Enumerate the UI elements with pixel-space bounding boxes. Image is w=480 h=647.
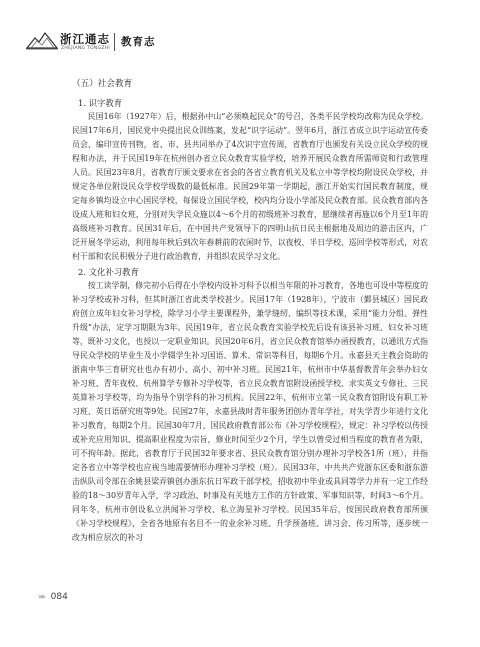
header-divider [114,33,115,51]
subsection-heading-remedial: 2. 文化补习教育 [78,266,139,277]
double-chevron-icon: »» [38,592,44,601]
page-header [0,0,480,58]
body-paragraph: 民国16年（1927年）后，根据孙中山“必须唤起民众”的号召，各类平民学校均改称为民众学校。民国17年6月，国民党中央提出民众训练案，发起“识字运动”。翌年6月，浙江省成立识字运动宣传委员会，编印宣传刊物，省、市、县共同举办了4次识字宣传周，省教育厅也颁发有关设立民众学校的规程和办法，并于民国19年在杭州创办省立民众教育实验学校，培养开展民众教育所需师资和行政管理人员。民国23年8月，省教育厅颁文要求在省会的各省立教育机关及私立中等学校均附设民众学校，并规定各单位附设民众学校学级数的最低标准。民国29年第一学期起，浙江开始实行国民教育制度，规定每乡镇均设立中心国民学校，每保设立国民学校，校内均分设小学部及民众教育部。民众教育部内各设成人班和妇女班，分别对失学民众施以4～6个月的初级班补习教育，愿继续者再施以6个月至1年的高级班补习教育。民国31年后，在中国共产党领导下的四明山抗日民主根据地及周边的游击区内，广泛开展冬学运动，利用每年秋后到次年春耕前的农闲时节，以夜校、半日学校、巡回学校等形式，对农村干部和农民积极分子进行政治教育，并组织农民学习文化。 [72,112,428,262]
book-title: 教育志 [121,36,156,48]
section-title: （五）社会教育 [72,79,133,89]
page-footer [38,592,68,602]
subsection-heading-literacy: 1. 识字教育 [78,98,123,108]
mountain-logo-icon [26,30,58,50]
page-number: 084 [50,592,68,602]
body-paragraph: 按工读学制，修完初小后得在小学校内设补习科予以相当年限的补习教育，各地也可设中等程度的补习学校或补习科，但其时浙江省此类学校甚少。民国17年（1928年），宁波市（鄞县城区）国民政府创立成年妇女补习学校，除学习小学主要课程外，兼学缝纫、编织等技术课，采用“能力分组、弹性升级”办法，定学习期限为3年。民国19年，省立民众教育实验学校先后设有该县补习班、妇女补习班等，既补习文化，也授以一定职业知识。民国20年6月，省立民众教育馆举办函授教育，以通讯方式指导民众学校的毕业生及小学辍学生补习国语、算术、常识等科目，每期6个月。永嘉县天主教会资助的浙南中华三育研究社也办有初小、高小、初中补习班。民国21年，杭州市中华基督教青年会举办妇女补习班、青年夜校、杭州算学专修补习学校等，省立民众教育馆附设函授学校、求实英文专修社、三民英算补习学校等，均为指导个别学科的补习机构。民国22年，杭州市立第一民众教育馆附设有职工补习班、英日语研究班等9处。民国27年，永嘉县战时青年服务团创办青年学社，对失学青少年进行文化补习教育，每期2个月。民国30年7月，国民政府教育部公布《补习学校规程》，规定：补习学校以传授或补充应用知识、提高职业程度为宗旨，修业时间至少2个月，学生以曾受过相当程度的教育者为限，可不拘年龄。据此，省教育厅于民国32年要求省、县民众教育馆分别办理补习学校各1所（班），并指定各省立中等学校也应视当地需要情形办理补习学校（班）。民国33年，中共共产党浙东区委和浙东游击纵队司令部在余姚县梁弄镇创办浙东抗日军政干部学校，招收初中毕业或具同等学力并有一定工作经验的18～30岁青年入学，学习政治、时事及有关地方工作的方针政策、军事知识等，时间3～6个月。同年冬，杭州市创设私立洪闻补习学校、私立海星补习学校。民国35年后，按国民政府教育部所颁《补习学校规程》，全省各地原有名目不一的业余补习班、升学预备班、讲习会、传习所等，逐步统一改为相应层次的补习 [72,280,428,543]
logo-title: 浙江通志 [60,32,110,46]
logo-subtitle: ZHEJIANG TONGZHI [61,46,111,51]
page-body [72,72,428,545]
